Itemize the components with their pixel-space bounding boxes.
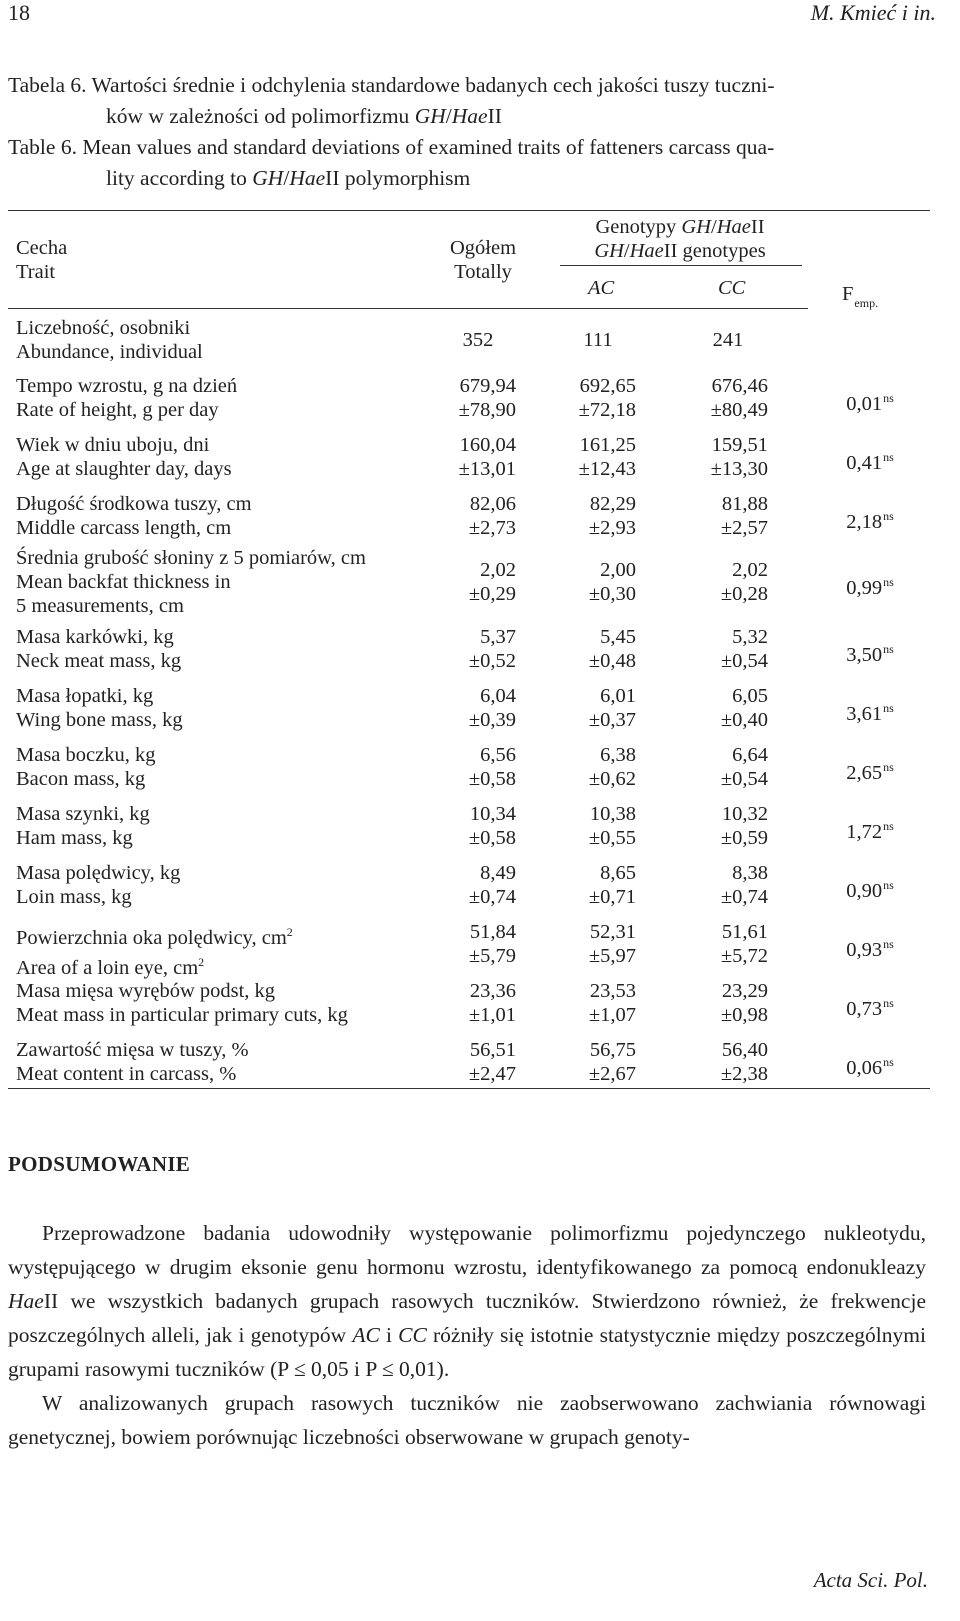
caption-en-line2: lity according to GH/HaeII polymorphism <box>106 166 471 190</box>
table-row-label: Masa łopatki, kg Wing bone mass, kg <box>16 685 183 731</box>
abundance-label: Liczebność, osobniki Abundance, individual <box>16 317 203 363</box>
cell-total: 6,04 ±0,39 <box>468 685 516 731</box>
cell-ac: 10,38 ±0,55 <box>588 803 636 849</box>
table-bottom-rule <box>8 1088 930 1089</box>
table-row-label: Tempo wzrostu, g na dzień Rate of height, g per day <box>16 375 238 421</box>
cell-total: 2,02 ±0,29 <box>468 559 516 605</box>
cell-cc: 81,88 ±2,57 <box>720 493 768 539</box>
cell-cc: 51,61 ±5,72 <box>720 921 768 967</box>
table-row-label: Masa szynki, kg Ham mass, kg <box>16 803 150 849</box>
table-row-label: Długość środkowa tuszy, cm Middle carcass length, cm <box>16 493 252 539</box>
abundance-ac: 111 <box>583 329 613 351</box>
cell-total: 23,36 ±1,01 <box>468 980 516 1026</box>
cell-f-emp: $2,18^{ns}$ <box>846 509 894 533</box>
summary-paragraph-2: W analizowanych grupach rasowych tuczników nie zaobserwowano zachwiania równowagi genetycznej, bowiem porównując liczebności obserwowane w grupach genoty- <box>8 1391 926 1449</box>
header-genotypes-en: GH/HaeII genotypes <box>594 240 766 262</box>
cell-ac: 692,65 ±72,18 <box>578 375 636 421</box>
cell-f-emp: $0,93^{ns}$ <box>846 937 894 961</box>
table-top-rule <box>8 210 930 211</box>
abundance-cc: 241 <box>712 329 744 351</box>
header-cc: CC <box>718 277 746 299</box>
cell-total: 8,49 ±0,74 <box>468 862 516 908</box>
table-caption-pl <box>8 70 938 132</box>
cell-ac: 23,53 ±1,07 <box>588 980 636 1026</box>
table-row-label: Masa polędwicy, kg Loin mass, kg <box>16 862 181 908</box>
abundance-total: 352 <box>462 329 494 351</box>
table-caption-en <box>8 132 938 194</box>
summary-paragraphs <box>8 1216 926 1454</box>
table-row-label: Zawartość mięsa w tuszy, % Meat content in carcass, % <box>16 1039 249 1085</box>
cell-ac: 6,01 ±0,37 <box>588 685 636 731</box>
cell-ac: 161,25 ±12,43 <box>578 434 636 480</box>
cell-total: 5,37 ±0,52 <box>468 626 516 672</box>
cell-ac: 56,75 ±2,67 <box>588 1039 636 1085</box>
cell-cc: 159,51 ±13,30 <box>710 434 768 480</box>
section-title: PODSUMOWANIE <box>8 1152 191 1176</box>
cell-total: 51,84 ±5,79 <box>468 921 516 967</box>
cell-total: 6,56 ±0,58 <box>468 744 516 790</box>
table-row-label: Masa mięsa wyrębów podst, kg Meat mass in particular primary cuts, kg <box>16 980 348 1026</box>
table-row-label: Wiek w dniu uboju, dni Age at slaughter day, days <box>16 434 232 480</box>
header-bottom-rule <box>8 308 808 309</box>
cell-f-emp: $0,06^{ns}$ <box>846 1055 894 1079</box>
cell-f-emp: $0,73^{ns}$ <box>846 996 894 1020</box>
cell-cc: 8,38 ±0,74 <box>720 862 768 908</box>
cell-total: 82,06 ±2,73 <box>468 493 516 539</box>
cell-ac: 2,00 ±0,30 <box>588 559 636 605</box>
cell-f-emp: $0,90^{ns}$ <box>846 878 894 902</box>
cell-cc: 6,05 ±0,40 <box>720 685 768 731</box>
cell-ac: 5,45 ±0,48 <box>588 626 636 672</box>
header-ac: AC <box>588 277 615 299</box>
table-row-label: Masa boczku, kg Bacon mass, kg <box>16 744 156 790</box>
header-genotypes-pl: Genotypy GH/HaeII <box>595 216 765 238</box>
cell-ac: 82,29 ±2,93 <box>588 493 636 539</box>
cell-f-emp: $1,72^{ns}$ <box>846 819 894 843</box>
header-trait: Cecha Trait <box>16 237 68 283</box>
cell-ac: 8,65 ±0,71 <box>588 862 636 908</box>
table-row-label: Masa karkówki, kg Neck meat mass, kg <box>16 626 182 672</box>
cell-cc: 5,32 ±0,54 <box>720 626 768 672</box>
cell-f-emp: $0,41^{ns}$ <box>846 450 894 474</box>
cell-total: 679,94 ±78,90 <box>458 375 516 421</box>
header-total: Ogółem Totally <box>450 237 517 283</box>
cell-f-emp: $3,61^{ns}$ <box>846 701 894 725</box>
cell-cc: 6,64 ±0,54 <box>720 744 768 790</box>
cell-ac: 52,31 ±5,97 <box>588 921 636 967</box>
cell-f-emp: $0,99^{ns}$ <box>846 575 894 599</box>
caption-en-line1: Table 6. Mean values and standard deviations of examined traits of fatteners carcass qua- <box>8 135 775 159</box>
cell-cc: 10,32 ±0,59 <box>720 803 768 849</box>
running-head: M. Kmieć i in. <box>810 0 936 25</box>
cell-total: 160,04 ±13,01 <box>458 434 516 480</box>
cell-cc: 676,46 ±80,49 <box>710 375 768 421</box>
header-f-emp: $F_{emp.}$ <box>842 283 879 310</box>
cell-f-emp: $3,50^{ns}$ <box>846 642 894 666</box>
cell-total: 56,51 ±2,47 <box>468 1039 516 1085</box>
cell-total: 10,34 ±0,58 <box>468 803 516 849</box>
caption-pl-line2: ków w zależności od polimorfizmu GH/HaeII <box>106 104 502 128</box>
cell-f-emp: $2,65^{ns}$ <box>846 760 894 784</box>
cell-cc: 23,29 ±0,98 <box>720 980 768 1026</box>
cell-cc: 2,02 ±0,28 <box>720 559 768 605</box>
table-row-label: Powierzchnia oka polędwicy, $cm^2$ Area of a loin eye, $cm^2$ <box>16 925 293 979</box>
journal-footer: Acta Sci. Pol. <box>813 1568 928 1592</box>
header-genotypes <box>560 215 800 263</box>
cell-ac: 6,38 ±0,62 <box>588 744 636 790</box>
cell-f-emp: $0,01^{ns}$ <box>846 391 894 415</box>
page-number: 18 <box>8 0 30 25</box>
table-row-label: Średnia grubość słoniny z 5 pomiarów, cm Mean backfat thickness in 5 measurements, cm <box>16 547 366 617</box>
genotypes-rule <box>560 265 802 266</box>
caption-pl-line1: Tabela 6. Wartości średnie i odchylenia standardowe badanych cech jakości tuszy tuczni- <box>8 73 775 97</box>
summary-paragraph-1: Przeprowadzone badania udowodniły występowanie polimorfizmu pojedynczego nukleotydu, występującego w drugim eksonie genu hormonu wzrostu, identyfikowanego za pomocą endonukleazy HaeII we wszystkich badanych grupach rasowych tuczników. Stwierdzono również, że frekwencje poszczególnych alleli, jak i genotypów AC i CC różniły się istotnie statystycznie między poszczególnymi grupami rasowymi tuczników (P ≤ 0,05 i P ≤ 0,01). <box>8 1221 926 1381</box>
cell-cc: 56,40 ±2,38 <box>720 1039 768 1085</box>
